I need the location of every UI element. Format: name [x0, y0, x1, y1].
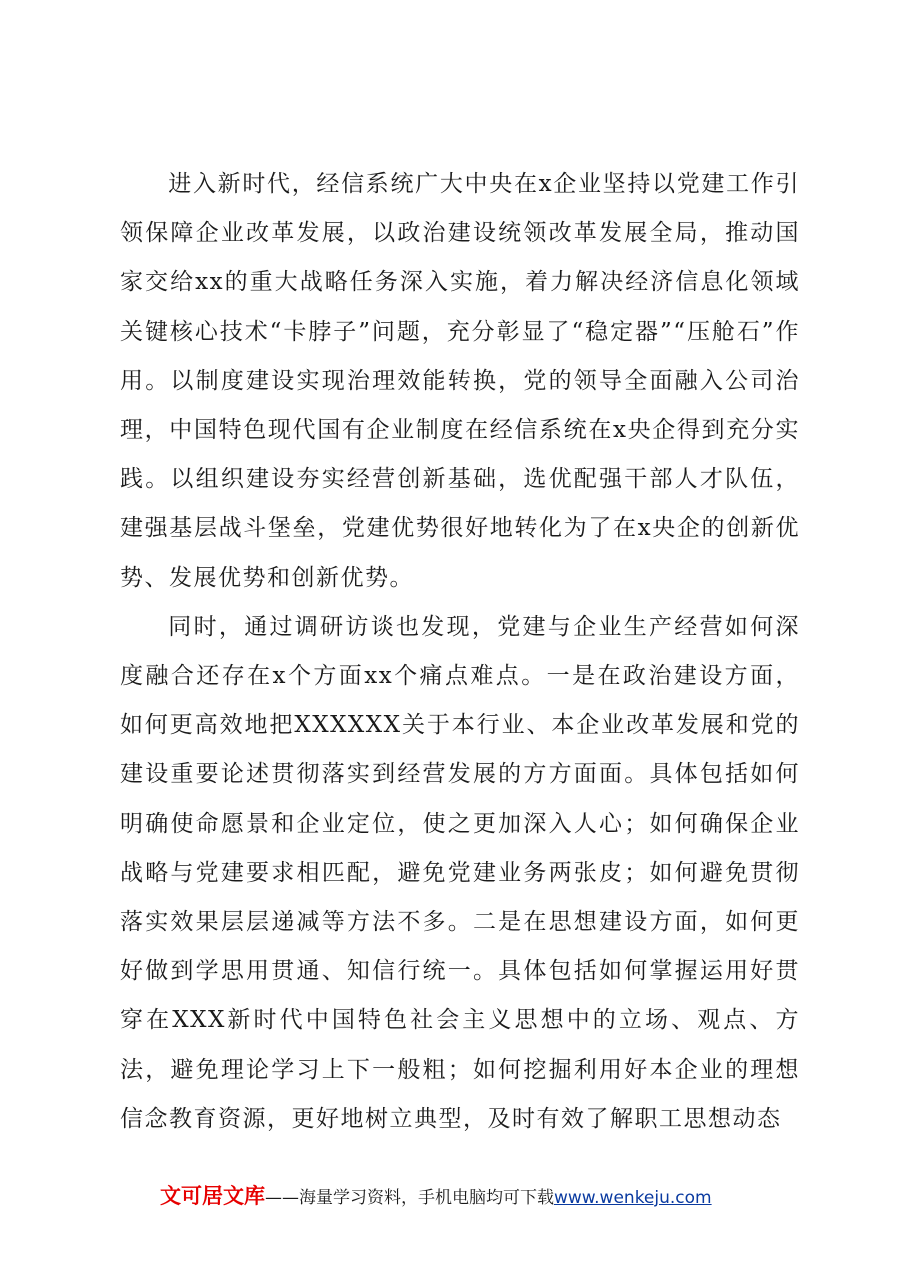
footer-url-link[interactable]: www.wenkeju.com [554, 1188, 712, 1208]
paragraph-2: 同时，通过调研访谈也发现，党建与企业生产经营如何深度融合还存在x个方面xx个痛点难点。一是在政治建设方面，如何更高效地把XXXXXX关于本行业、本企业改革发展和党的建设重要论述贯彻落实到经营发展的方方面面。具体包括如何明确使命愿景和企业定位，使之更加深入人心；如何确保企业战略与党建要求相匹配，避免党建业务两张皮；如何避免贯彻落实效果层层递减等方法不多。二是在思想建设方面，如何更好做到学思用贯通、知信行统一。具体包括如何掌握运用好贯穿在XXX新时代中国特色社会主义思想中的立场、观点、方法，避免理论学习上下一般粗；如何挖掘利用好本企业的理想信念教育资源，更好地树立典型，及时有效了解职工思想动态 [120, 613, 800, 1132]
footer-brand: 文可居文库 [160, 1184, 265, 1208]
document-body [120, 160, 800, 1144]
footer-banner [160, 1182, 840, 1210]
paragraph-1: 进入新时代，经信系统广大中央在x企业坚持以党建工作引领保障企业改革发展，以政治建设统领改革发展全局，推动国家交给xx的重大战略任务深入实施，着力解决经济信息化领域关键核心技术“卡脖子”问题，充分彰显了“稳定器”“压舱石”作用。以制度建设实现治理效能转换，党的领导全面融入公司治理，中国特色现代国有企业制度在经信系统在x央企得到充分实践。以组织建设夯实经营创新基础，选优配强干部人才队伍，建强基层战斗堡垒，党建优势很好地转化为了在x央企的创新优势、发展优势和创新优势。 [120, 171, 800, 591]
footer-tagline: ——海量学习资料，手机电脑均可下载 [265, 1188, 554, 1208]
